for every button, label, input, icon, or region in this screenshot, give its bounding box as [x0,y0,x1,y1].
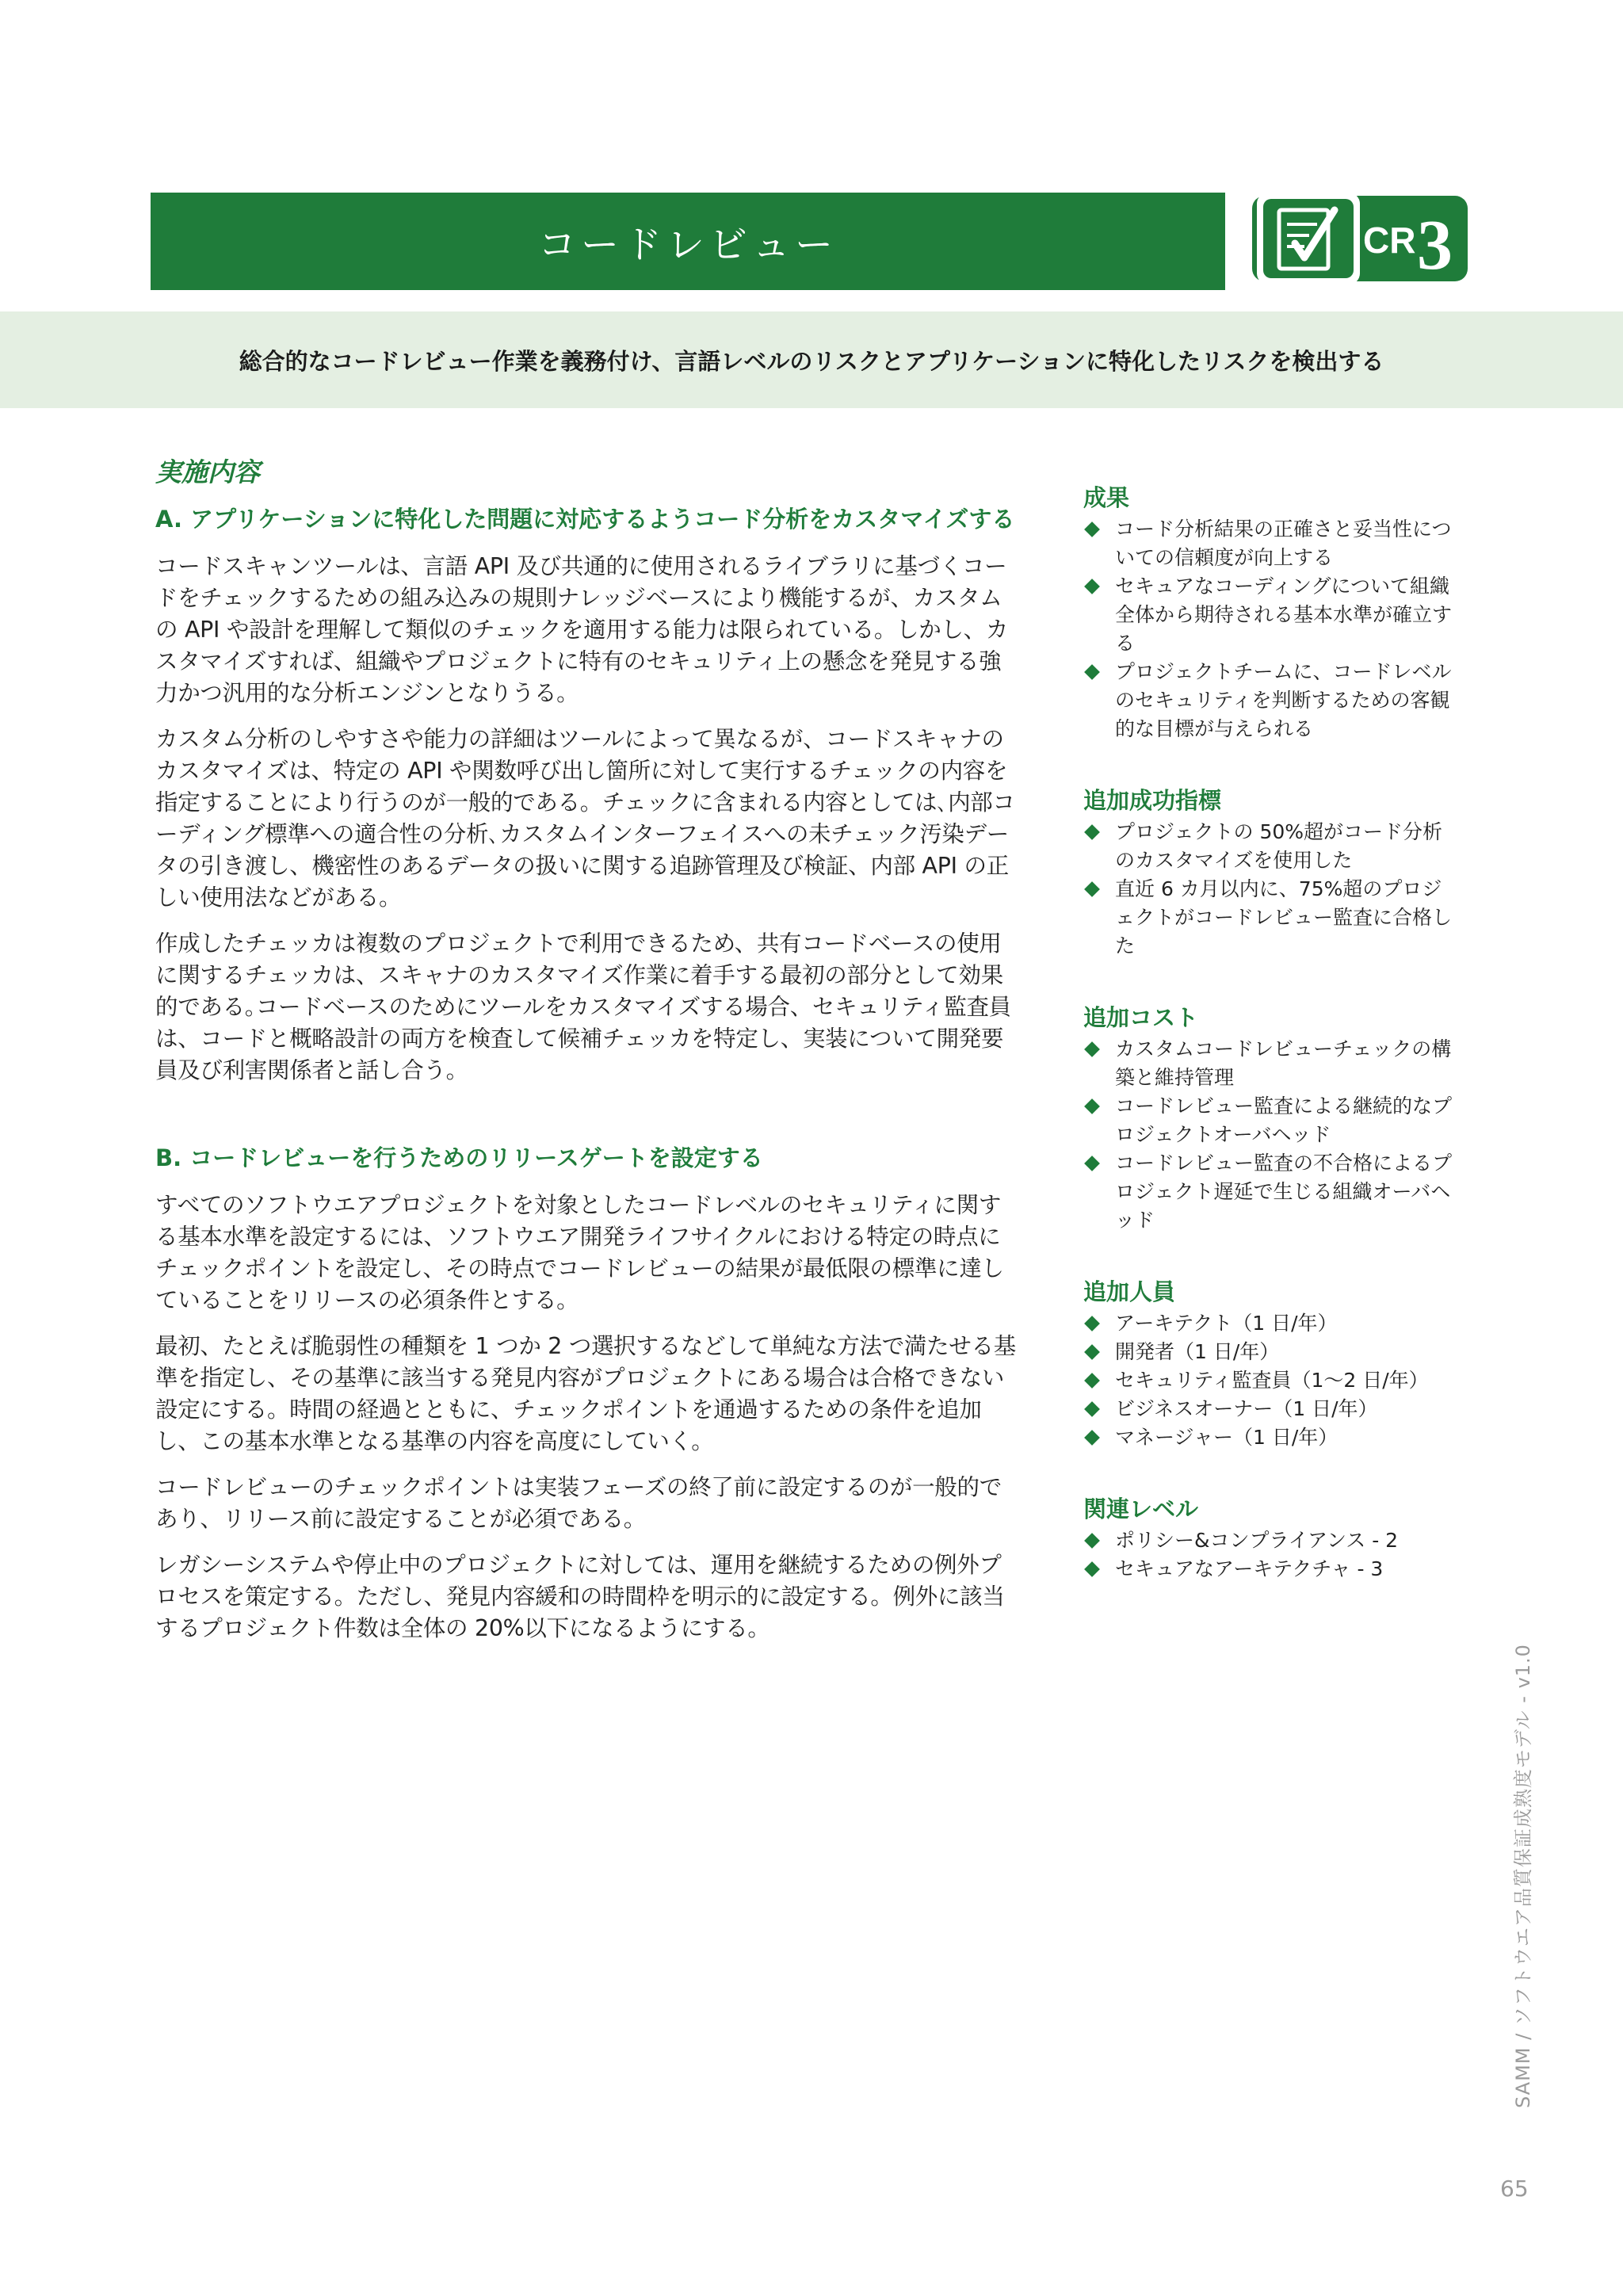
list-item: アーキテクト（1 日/年） [1083,1309,1456,1338]
list-item: 開発者（1 日/年） [1083,1338,1456,1366]
results-list [1083,515,1456,743]
success-metrics-list [1083,818,1456,961]
sidebar-heading-success-metrics: 追加成功指標 [1083,787,1222,814]
diamond-bullet-icon [1084,1533,1100,1549]
personnel-list [1083,1309,1456,1452]
diamond-bullet-icon [1084,521,1100,537]
section-a-paragraph: コードスキャンツールは、言語 API 及び共通的に使用されるライブラリに基づくコードをチェックするための組み込みの規則ナレッジベースにより機能するが、カスタムの API や設計を理解して類似のチェックを適用する能力は限られている。しかし、カスタマイズすれば、組織やプロジェクトに特有のセキュリティ上の懸念を発見する強力かつ汎用的な分析エンジンとなりうる。 [155,553,1009,706]
section-a-title: A. アプリケーションに特化した問題に対応するようコード分析をカスタマイズする [155,506,1015,533]
list-item: 直近 6 カ月以内に、75%超のプロジェクトがコードレビュー監査に合格した [1083,875,1456,961]
page-title: コードレビュー [537,223,838,267]
diamond-bullet-icon [1084,1430,1100,1446]
section-b-paragraph: コードレビューのチェックポイントは実装フェーズの終了前に設定するのが一般的であり、リリース前に設定することが必須である。 [155,1474,1002,1532]
section-a-paragraph: 作成したチェッカは複数のプロジェクトで利用できるため、共有コードベースの使用に関するチェッカは、スキャナのカスタマイズ作業に着手する最初の部分として効果的である｡コードベースのためにツールをカスタマイズする場合、セキュリティ監査員は、コードと概略設計の両方を検査して候補チェッカを特定し、実装について開発要員及び利害関係者と話し合う。 [155,930,1011,1083]
list-item: セキュアなアーキテクチャ - 3 [1083,1555,1456,1584]
list-item: プロジェクトチームに、コードレベルのセキュリティを判断するための客観的な目標が与えられる [1083,658,1456,743]
list-item: コードレビュー監査の不合格によるプロジェクト遅延で生じる組織オーバヘッド [1083,1149,1456,1235]
section-b-paragraph: レガシーシステムや停止中のプロジェクトに対しては、運用を継続するための例外プロセスを策定する。ただし、発見内容緩和の時間枠を明示的に設定する。例外に該当するプロジェクト件数は全体の 20%以下になるようにする。 [155,1552,1005,1641]
footer-document-title: SAMM / ソフトウエア品質保証成熟度モデル - v1.0 [1512,1644,1534,2108]
sidebar-heading-costs: 追加コスト [1083,1004,1199,1031]
badge-code: CR [1363,220,1416,261]
list-item: マネージャー（1 日/年） [1083,1423,1456,1452]
costs-list [1083,1035,1456,1235]
page-number: 65 [1500,2176,1529,2202]
sidebar-heading-related-levels: 関連レベル [1083,1496,1199,1522]
sidebar-heading-personnel: 追加人員 [1083,1278,1176,1305]
sidebar [1083,482,1456,1625]
diamond-bullet-icon [1084,881,1100,897]
list-item: ポリシー&コンプライアンス - 2 [1083,1526,1456,1555]
cr3-badge [1252,193,1468,285]
activity-heading: 実施内容 [155,457,260,487]
diamond-bullet-icon [1084,1344,1100,1360]
diamond-bullet-icon [1084,1316,1100,1331]
list-item: ビジネスオーナー（1 日/年） [1083,1395,1456,1423]
section-a-paragraph: カスタム分析のしやすさや能力の詳細はツールによって異なるが、コードスキャナのカスタマイズは、特定の API や関数呼び出し箇所に対して実行するチェックの内容を指定することにより行うのが一般的である。チェックに含まれる内容としては､内部コーディング標準への適合性の分析､カスタムインターフェイスへの未チェック汚染データの引き渡し、機密性のあるデータの扱いに関する追跡管理及び検証、内部 API の正しい使用法などがある。 [155,726,1015,911]
diamond-bullet-icon [1084,664,1100,680]
diamond-bullet-icon [1084,1156,1100,1171]
diamond-bullet-icon [1084,1041,1100,1057]
list-item: コードレビュー監査による継続的なプロジェクトオーバヘッド [1083,1092,1456,1149]
list-item: セキュリティ監査員（1～2 日/年） [1083,1366,1456,1395]
sidebar-heading-results: 成果 [1083,484,1130,511]
section-b-paragraph: すべてのソフトウエアプロジェクトを対象としたコードレベルのセキュリティに関する基本水準を設定するには、ソフトウエア開発ライフサイクルにおける特定の時点にチェックポイントを設定し、その時点でコードレビューの結果が最低限の標準に達していることをリリースの必須条件とする。 [155,1192,1004,1313]
related-levels-list [1083,1526,1456,1584]
section-b-paragraph: 最初、たとえば脆弱性の種類を 1 つか 2 つ選択するなどして単純な方法で満たせる基準を指定し、その基準に該当する発見内容がプロジェクトにある場合は合格できない設定にする。時間の経過とともに、チェックポイントを通過するための条件を追加し、この基本水準となる基準の内容を高度にしていく。 [155,1333,1016,1454]
main-content [155,452,1019,1659]
badge-level: 3 [1417,206,1453,285]
objective-band [0,311,1623,408]
diamond-bullet-icon [1084,1561,1100,1577]
diamond-bullet-icon [1084,579,1100,594]
objective-text: 総合的なコードレビュー作業を義務付け、言語レベルのリスクとアプリケーションに特化したリスクを検出する [239,347,1384,375]
list-item: プロジェクトの 50%超がコード分析のカスタマイズを使用した [1083,818,1456,875]
diamond-bullet-icon [1084,1373,1100,1389]
section-b-title: B. コードレビューを行うためのリリースゲートを設定する [155,1144,763,1171]
list-item: カスタムコードレビューチェックの構築と維持管理 [1083,1035,1456,1092]
diamond-bullet-icon [1084,1098,1100,1114]
list-item: コード分析結果の正確さと妥当性についての信頼度が向上する [1083,515,1456,572]
title-bar [151,193,1225,290]
diamond-bullet-icon [1084,1401,1100,1417]
diamond-bullet-icon [1084,824,1100,840]
list-item: セキュアなコーディングについて組織全体から期待される基本水準が確立する [1083,572,1456,658]
